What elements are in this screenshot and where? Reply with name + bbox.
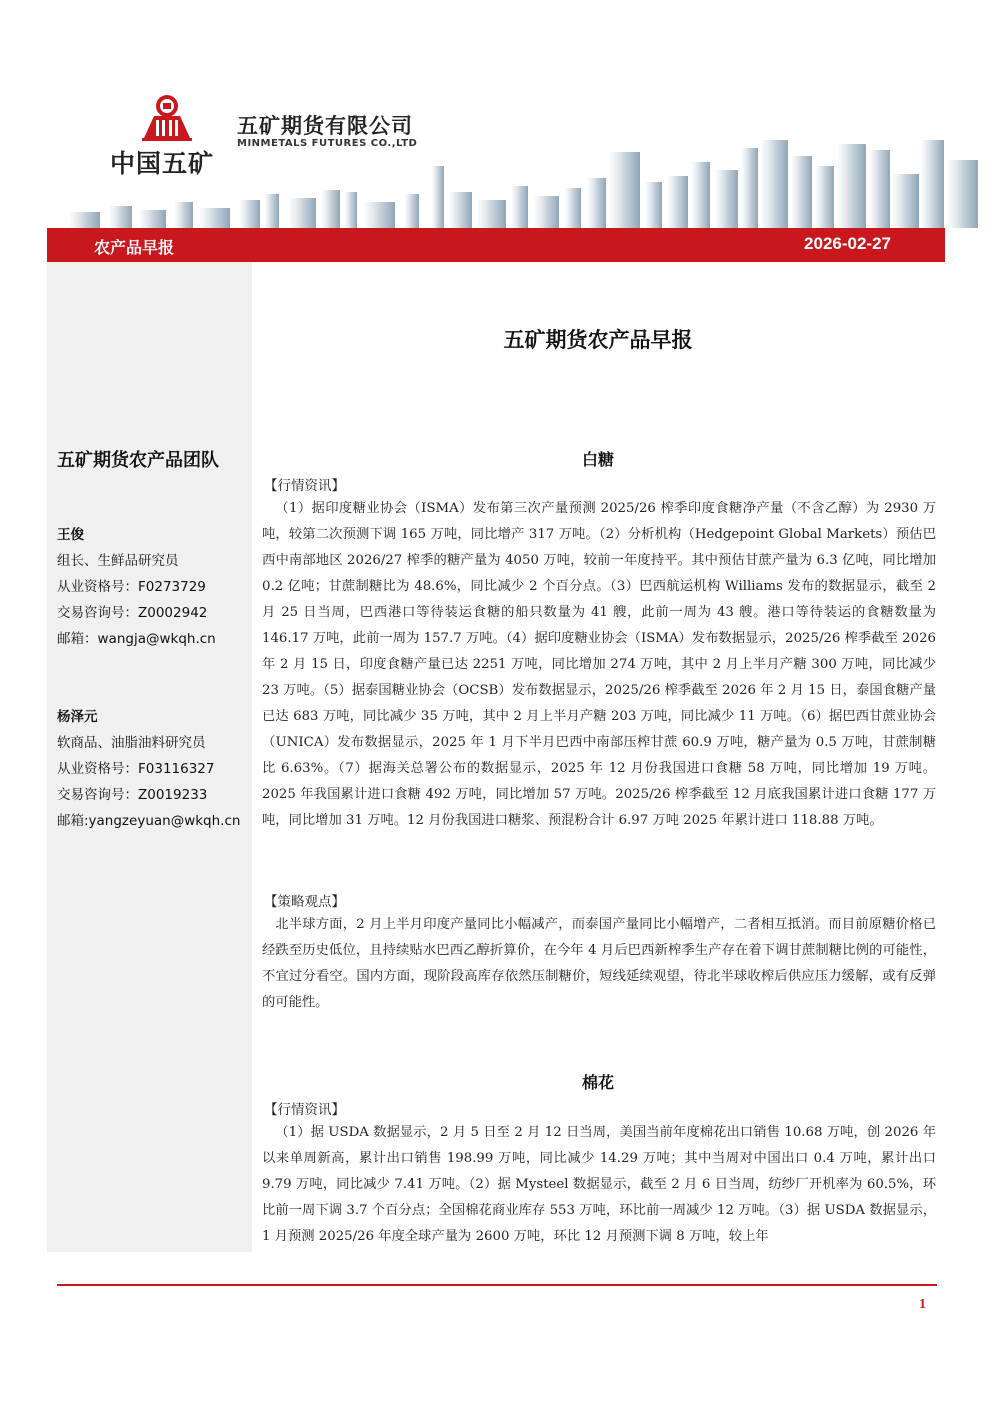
sugar-news-paragraph: （1）据印度糖业协会（ISMA）发布第三次产量预测 2025/26 榨季印度食糖净产量（不含乙醇）为 2930 万吨，较第二次预测下调 165 万吨，同比增产 317 万吨。（2）分析机构（Hedgepoint Global Markets）预估巴西中南部地区 2026/27 榨季的糖产量为 4050 万吨，较前一年度持平。其中预估甘蔗产量为 6.3 亿吨，同比增加 0.2 亿吨；甘蔗制糖比为 48.6%，同比减少 2 个百分点。（3）巴西航运机构 Williams 发布的数据显示，截至 2 月 25 日当周，巴西港口等待装运食糖的船只数量为 41 艘，此前一周为 43 艘。港口等待装运的食糖数量为 146.17 万吨，此前一周为 157.7 万吨。（4）据印度糖业协会（ISMA）发布数据显示，2025/26 榨季截至 2026 年 2 月 15 日，印度食糖产量已达 2251 万吨，同比增加 274 万吨，其中 2 月上半月产糖 300 万吨，同比减少 23 万吨。（5）据泰国糖业协会（OCSB）发布数据显示，2025/26 榨季截至 2026 年 2 月 15 日，泰国食糖产量已达 683 万吨，同比减少 35 万吨，其中 2 月上半月产糖 203 万吨，同比减少 11 万吨。（6）据巴西甘蔗业协会（UNICA）发布数据显示，2025 年 1 月下半月巴西中南部压榨甘蔗 60.9 万吨，糖产量为 0.5 万吨，甘蔗制糖比 6.63%。（7）据海关总署公布的数据显示，2025 年 12 月份我国进口食糖 58 万吨，同比增加 19 万吨。2025 年我国累计进口食糖 492 万吨，同比增加 57 万吨。2025/26 榨季截至 12 月底我国累计进口食糖 177 万吨，同比增加 31 万吨。12 月份我国进口糖浆、预混粉合计 6.97 万吨 2025 年累计进口 118.88 万吨。 [262, 501, 936, 828]
section-title-sugar: 白糖 [581, 450, 614, 469]
cotton-news-paragraph: （1）据 USDA 数据显示，2 月 5 日至 2 月 12 日当周，美国当前年度棉花出口销售 10.68 万吨，创 2026 年以来单周新高，累计出口销售 198.99 万吨，同比减少 14.29 万吨；其中当周对中国出口 0.4 万吨，累计出口 9.79 万吨，同比减少 7.41 万吨。（2）据 Mysteel 数据显示，截至 2 月 6 日当周，纺纱厂开机率为 60.5%，环比前一周下调 3.7 个百分点；全国棉花商业库存 553 万吨，环比前一周减少 12 万吨。（3）据 USDA 数据显示，1 月预测 2025/26 年度全球产量为 2600 万吨，环比 12 月预测下调 8 万吨，较上年 [262, 1125, 936, 1244]
analyst-card [57, 522, 216, 652]
analyst-role: 软商品、油脂油料研究员 [57, 735, 206, 751]
analyst-qualification: 从业资格号：F0273729 [57, 579, 206, 595]
report-category: 农产品早报 [94, 238, 175, 257]
analyst-name: 王俊 [57, 527, 84, 543]
analyst-name: 杨泽元 [57, 709, 98, 725]
logo-text: 中国五矿 [110, 149, 215, 178]
report-banner [47, 228, 945, 262]
section-title-cotton: 棉花 [581, 1073, 614, 1092]
analyst-email[interactable]: 邮箱:yangzeyuan@wkqh.cn [57, 813, 241, 829]
sugar-strategy-paragraph: 北半球方面，2 月上半月印度产量同比小幅减产，而泰国产量同比小幅增产，二者相互抵消。而目前原糖价格已经跌至历史低位，且持续贴水巴西乙醇折算价，在今年 4 月后巴西新榨季生产存在着下调甘蔗制糖比例的可能性，不宜过分看空。国内方面，现阶段高库存依然压制糖价，短线延续观望，待北半球收榨后供应压力缓解，或有反弹的可能性。 [262, 917, 936, 1010]
footer-divider [57, 1284, 937, 1286]
team-title: 五矿期货农产品团队 [57, 450, 219, 471]
page-header [0, 0, 992, 228]
analyst-email[interactable]: 邮箱：wangja@wkqh.cn [57, 631, 216, 647]
analyst-role: 组长、生鲜品研究员 [57, 553, 179, 569]
analyst-sidebar [47, 262, 252, 1252]
report-date: 2026-02-27 [804, 234, 891, 253]
report-title: 五矿期货农产品早报 [503, 328, 693, 352]
strategy-tag: 【策略观点】 [264, 894, 345, 910]
analyst-qualification: 从业资格号：F03116327 [57, 761, 215, 777]
analyst-card [57, 704, 240, 834]
page-number: 1 [919, 1297, 926, 1312]
company-name-en: MINMETALS FUTURES CO.,LTD [237, 138, 418, 149]
analyst-consult-number: 交易咨询号：Z0019233 [57, 787, 208, 803]
company-name-cn: 五矿期货有限公司 [237, 114, 413, 138]
news-tag: 【行情资讯】 [264, 1102, 345, 1118]
news-tag: 【行情资讯】 [264, 478, 345, 494]
city-skyline-image [0, 130, 992, 228]
analyst-consult-number: 交易咨询号：Z0002942 [57, 605, 208, 621]
